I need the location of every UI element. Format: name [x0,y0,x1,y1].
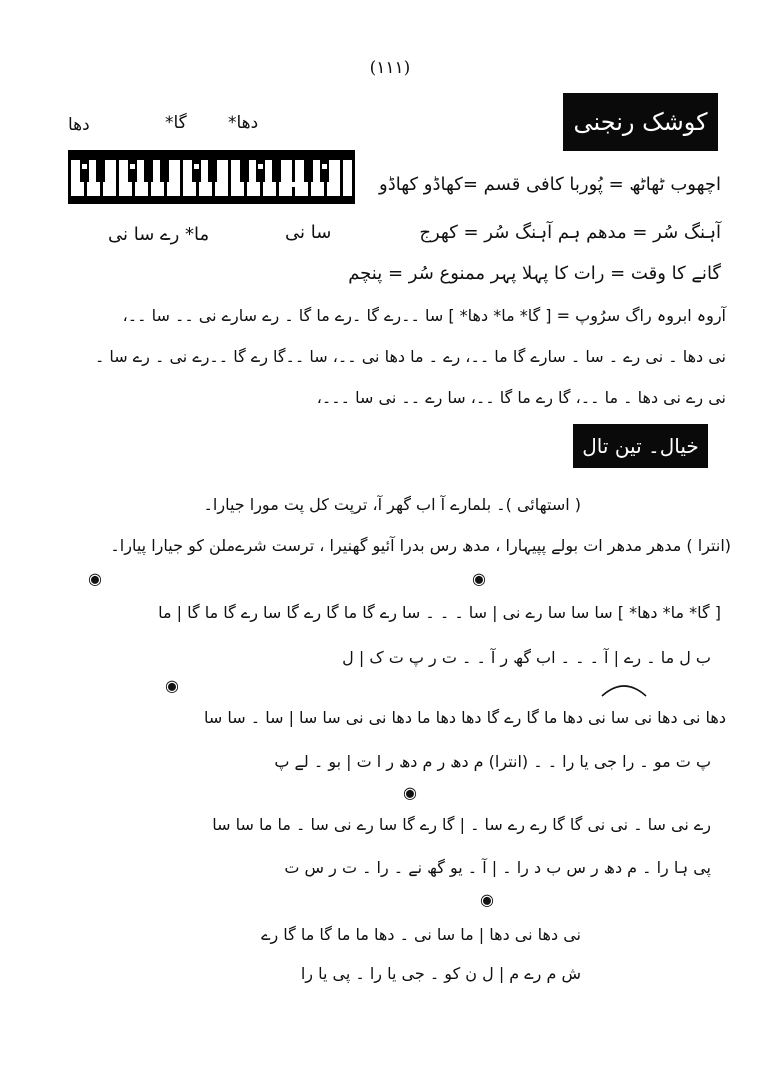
notation-row-4: پ ت مو ۔ را جی یا را ۔ ۔ (انترا) م دھ ر م دھ ر ا ت | بو ۔ لے پ [274,752,711,771]
keyboard-label-dha: دھا [68,115,90,135]
notation-row-6: پی ہا را ۔ م دھ ر س ب د را ۔ | آ ۔ یو گھ نے ۔ را ۔ ت ر س ت [284,858,711,877]
notation-row-1: [ گا* ما* دھا* ] سا سا سا رے نی | سا ۔ ۔ ۔ سا رے گا ما گا رے گا سا رے گا ما گا | ما [158,603,721,622]
sam-marker-icon: ◉ [88,569,102,588]
ahang-line-mid: سا نی [285,222,332,243]
arohi-line-2: نی دھا ۔ نی رے ۔ سا ۔ سارے گا ما ۔۔، رے ۔ ما دھا نی ۔۔، سا ۔۔گا رے گا ۔۔رے نی ۔ رے سا ۔ [94,347,726,366]
notation-row-7: نی دھا نی دھا | ما سا نی ۔ دھا ما ما گا ما گا رے [261,925,581,944]
sam-marker-icon: ◉ [472,569,486,588]
section-title: خیال۔ تین تال [573,424,708,468]
arohi-line-1: آروہ ابروہ راگ سرُوپ = [ گا* ما* دھا* ] سا ۔۔رے گا ۔رے ما گا ۔ رے سارے نی ۔۔ سا ۔۔، [122,306,726,325]
thaat-line: اچھوب ٹھاٹھ = پُوربا کافی قسم =کھاڈو کھاڈو [379,174,721,195]
sam-marker-icon: ◉ [480,890,494,909]
time-line: گانے کا وقت = رات کا پہلا پہر ممنوع سُر = پنچم [348,263,721,284]
notation-row-5: رے نی سا ۔ نی نی گا گا رے رے سا ۔ | گا رے گا سا رے نی سا ۔ ما ما سا سا [212,815,711,834]
arohi-line-3: نی رے نی دھا ۔ ما ۔۔، گا رے ما گا ۔۔، سا رے ۔۔ نی سا ۔۔۔، [316,388,726,407]
ahang-line-right: ما* رے سا نی [108,224,210,245]
raag-title: کوشک رنجنی [563,93,718,151]
keyboard-label-ga-star: گا* [165,113,187,133]
sam-marker-icon: ◉ [403,783,417,802]
notation-row-2: ب ل ما ۔ رے | آ ۔ ۔ ۔ اب گھ ر آ ۔ ۔ ت ر پ ت ک | ل [342,648,711,667]
slur-arc-icon [600,682,648,698]
sam-marker-icon: ◉ [165,676,179,695]
keyboard-label-dha-star: دھا* [228,113,259,133]
page-number: (۱۱۱) [369,58,411,78]
ahang-line: آہنگ سُر = مدھم ہم آہنگ سُر = کھرج [419,222,721,243]
piano-keyboard-icon [68,150,355,204]
sthai-lyrics: ( استھائی )۔ بلمارے آ اب گھر آ، ترپت کل پت مورا جیارا۔ [203,495,581,514]
notation-row-3: دھا نی دھا نی سا نی دھا ما گا رے گا دھا دھا ما دھا نی نی سا سا | سا ۔ سا سا [204,708,726,727]
antara-lyrics: (انترا ) مدھر مدھر ات بولے پپیہارا ، مدھ رس بدرا آئیو گھنیرا ، ترست شرےملن کو جیارا پیارا۔ [110,536,731,555]
notation-row-8: ش م رے م | ل ن کو ۔ جی یا را ۔ پی یا را [300,964,581,983]
